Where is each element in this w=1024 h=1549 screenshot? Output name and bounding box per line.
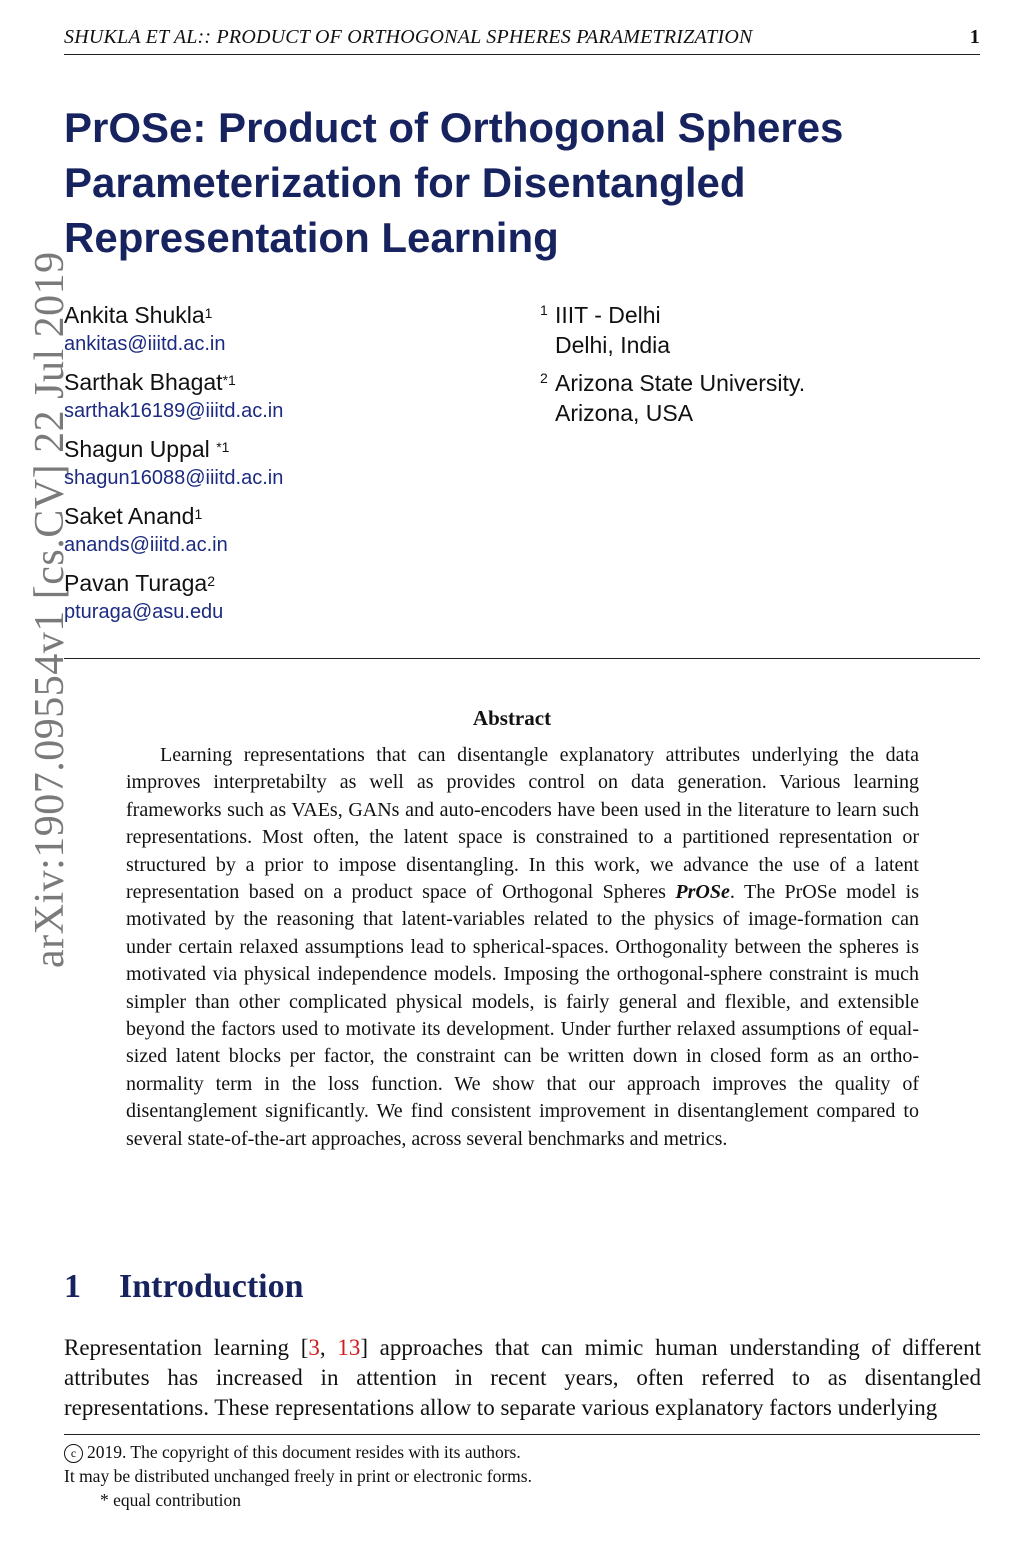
intro-text: , [319,1335,338,1360]
affiliation-line: Delhi, India [555,332,671,358]
author-entry [64,434,524,501]
author-entry [64,501,524,568]
abstract-heading: Abstract [472,706,552,730]
author-entry [64,300,524,367]
running-title: SHUKLA ET AL:: PRODUCT OF ORTHOGONAL SPHERES PARAMETRIZATION [64,26,753,48]
affiliation-number: 1 [540,302,548,318]
author-entry [64,568,524,635]
arxiv-stamp: arXiv:1907.09554v1 [cs.CV] 22 Jul 2019 [27,251,73,968]
affiliation-mark: 2 [207,573,216,589]
affiliation-number: 2 [540,370,548,386]
author-entry [64,367,524,434]
section-number: 1 [64,1268,81,1305]
abstract-text: Learning representations that can disentangle explanatory attributes underlying the data improves interpretabilty as well as provides control on data generation. Various learning frameworks such as VAEs, GANs and auto-encoders have been used in the literature to learn such representations. Most often, the latent space is constrained to a partitioned representation or structured by a prior to impose disentangling. In this work, we advance the use of a latent representation based on a product space of Orthogonal Spheres [126,744,919,904]
section-title: Introduction [119,1268,304,1305]
abstract-body [126,742,919,1153]
author-name: Shagun Uppal [64,436,217,462]
copyright-text: 2019. The copyright of this document resides with its authors. [87,1442,521,1462]
intro-text: Representation learning [ [64,1335,309,1360]
author-email[interactable]: pturaga@asu.edu [64,601,224,623]
affiliation-line: Arizona, USA [555,400,694,426]
author-name: Pavan Turaga [64,570,208,596]
running-header [64,26,980,55]
paper-title [64,100,964,265]
author-list [64,300,524,635]
model-name-emphasis: PrOSe [675,881,730,904]
author-email[interactable]: shagun16088@iiitd.ac.in [64,467,284,489]
title-line: PrOSe: Product of Orthogonal Spheres [64,104,844,151]
affiliation-line: Arizona State University. [555,370,806,396]
equal-contribution-note: * equal contribution [100,1490,241,1510]
section-heading [64,1268,304,1306]
title-line: Representation Learning [64,214,559,261]
page-number: 1 [969,26,980,48]
footnote-rule [64,1434,980,1435]
affiliation-mark: 1 [194,506,203,522]
footnote [64,1440,764,1512]
author-name: Sarthak Bhagat [64,369,223,395]
affiliation-entry [540,368,980,428]
abstract-top-rule [64,658,980,659]
intro-text: ] approaches that can mimic human understanding of different attributes has increased in attention in recent years, often referred to as disentangled representations. These representations allow to separate various explanatory factors underlying [64,1335,981,1420]
affiliation-line: IIIT - Delhi [555,302,661,328]
title-line: Parameterization for Disentangled [64,159,746,206]
copyright-icon: c [64,1444,83,1463]
affiliation-mark: *1 [222,372,236,388]
affiliation-mark: 1 [204,305,213,321]
citation-link[interactable]: 3 [308,1335,320,1360]
author-email[interactable]: sarthak16189@iiitd.ac.in [64,400,284,422]
author-email[interactable]: ankitas@iiitd.ac.in [64,333,226,355]
affiliation-mark: *1 [216,439,230,455]
author-name: Ankita Shukla [64,302,205,328]
author-name: Saket Anand [64,503,195,529]
affiliation-entry [540,300,980,360]
author-email[interactable]: anands@iiitd.ac.in [64,534,228,556]
citation-link[interactable]: 13 [337,1335,361,1360]
intro-paragraph [64,1333,981,1423]
abstract-text: . The PrOSe model is motivated by the reasoning that latent-variables related to the physics of image-formation can under certain relaxed assumptions lead to spherical-spaces. Orthogonality between the spheres is motivated via physical independence models. Imposing the orthogonal-sphere constraint is much simpler than other complicated physical models, is fairly general and flexible, and extensible beyond the factors used to motivate its development. Under further relaxed assumptions of equal-sized latent blocks per factor, the constraint can be written down in closed form as an ortho-normality term in the loss function. We show that our approach improves the quality of disentanglement significantly. We find consistent improvement in disentanglement compared to several state-of-the-art approaches, across several benchmarks and metrics. [126,881,920,1150]
license-text: It may be distributed unchanged freely in print or electronic forms. [64,1466,532,1486]
affiliation-list [540,300,980,436]
